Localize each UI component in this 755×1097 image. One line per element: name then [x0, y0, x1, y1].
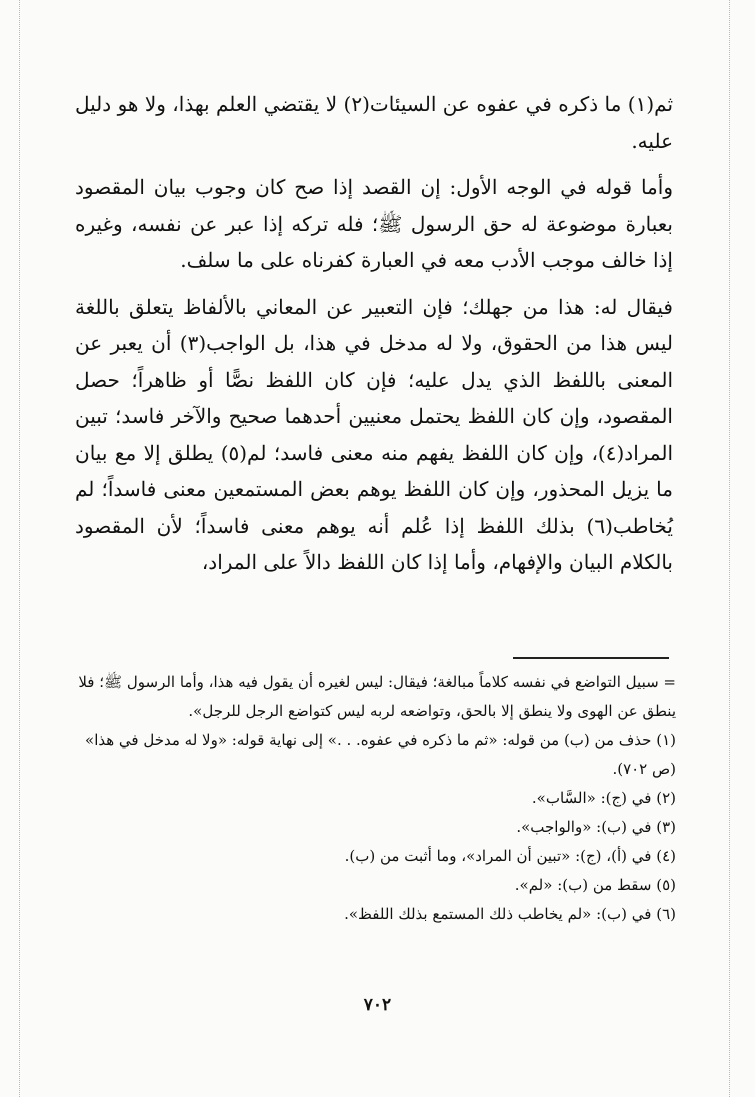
footnote-item: (٢) في (ج): «السَّاب».	[531, 789, 676, 807]
main-text	[75, 86, 673, 581]
footnote-item: (٤) في (أ)، (ج): «تبين أن المراد»، وما أثبت من (ب).	[344, 847, 676, 865]
footnote-item: (٦) في (ب): «لم يخاطب ذلك المستمع بذلك اللفظ».	[344, 905, 676, 923]
footnote-item: (١) حذف من (ب) من قوله: «ثم ما ذكره في عفوه. . .» إلى نهاية قوله: «ولا له مدخل في هذا» (ص ٧٠٢).	[85, 731, 676, 778]
footnote-item: (٣) في (ب): «والواجب».	[516, 818, 676, 836]
paragraph: فيقال له: هذا من جهلك؛ فإن التعبير عن المعاني بالألفاظ يتعلق باللغة ليس هذا من الحقوق، ولا له مدخل في هذا، بل الواجب(٣) أن يعبر عن المعنى باللفظ الذي يدل عليه؛ فإن كان اللفظ نصًّا أو ظاهراً؛ حصل المقصود، وإن كان اللفظ يحتمل معنيين أحدهما صحيح والآخر فاسد؛ تبين المراد(٤)، وإن كان اللفظ يفهم منه معنى فاسد؛ لم(٥) يطلق إلا مع بيان ما يزيل المحذور، وإن كان اللفظ يوهم بعض المستمعين معنى فاسداً؛ لم يُخاطب(٦) بذلك اللفظ إذا عُلم أنه يوهم معنى فاسداً؛ لأن المقصود بالكلام البيان والإفهام، وأما إذا كان اللفظ دالاً على المراد،	[75, 294, 674, 574]
left-dotted-margin	[19, 0, 20, 1097]
page-number: ٧٠٢	[363, 995, 392, 1015]
footnotes	[78, 668, 676, 929]
paragraph: ثم(١) ما ذكره في عفوه عن السيئات(٢) لا يقتضي العلم بهذا، ولا هو دليل عليه.	[75, 92, 674, 153]
paragraph: وأما قوله في الوجه الأول: إن القصد إذا صح كان وجوب بيان المقصود بعبارة موضوعة له حق الرسول ﷺ؛ فله تركه إذا عبر عن نفسه، وغيره إذا خالف موجب الأدب معه في العبارة كفرناه على ما سلف.	[75, 175, 673, 272]
right-dotted-margin	[729, 0, 730, 1097]
footnote-item: (٥) سقط من (ب): «لم».	[514, 876, 676, 894]
footnote-continuation: = سبيل التواضع في نفسه كلاماً مبالغة؛ فيقال: ليس لغيره أن يقول فيه هذا، وأما الرسول ﷺ؛ فلا ينطق عن الهوى ولا ينطق إلا بالحق، وتواضعه لربه ليس كتواضع الرجل للرجل».	[78, 673, 676, 720]
footnote-separator	[513, 657, 669, 659]
